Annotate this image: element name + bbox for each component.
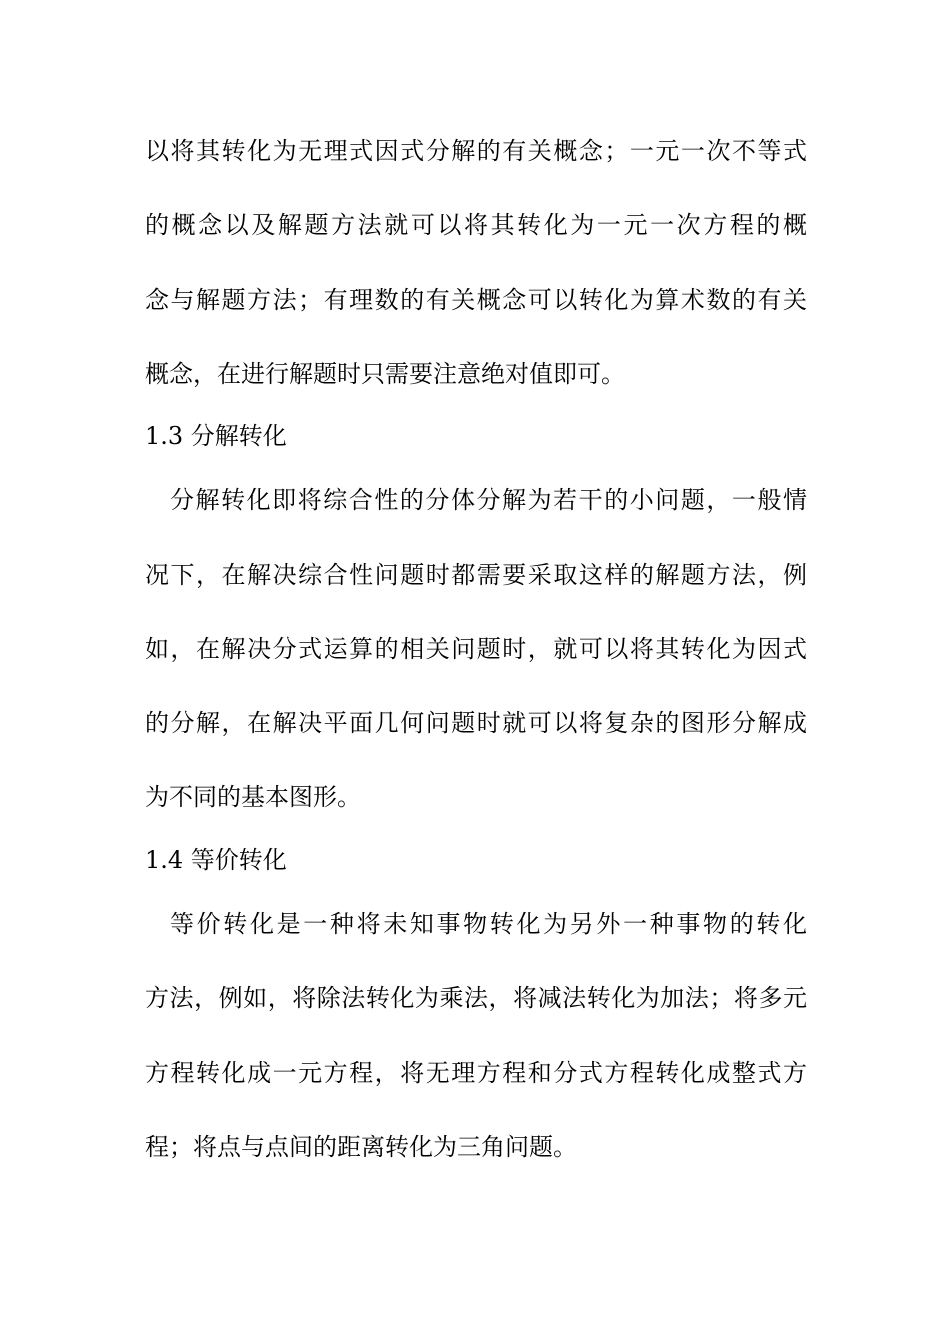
text-line: 的概念以及解题方法就可以将其转化为一元一次方程的概: [145, 211, 807, 239]
text-line: 况下，在解决综合性问题时都需要采取这样的解题方法，例: [145, 561, 807, 589]
text-line: 为不同的基本图形。: [145, 783, 361, 811]
text-line: 概念，在进行解题时只需要注意绝对值即可。: [145, 360, 625, 388]
text-line: 等价转化是一种将未知事物转化为另外一种事物的转化: [170, 910, 807, 938]
section-heading-1-4: 1.4 等价转化: [145, 846, 287, 874]
text-line: 以将其转化为无理式因式分解的有关概念；一元一次不等式: [145, 137, 807, 165]
text-line: 的分解，在解决平面几何问题时就可以将复杂的图形分解成: [145, 709, 807, 737]
text-line: 方法，例如，将除法转化为乘法，将减法转化为加法；将多元: [145, 984, 807, 1012]
text-line: 程；将点与点间的距离转化为三角问题。: [145, 1133, 577, 1161]
text-line: 如，在解决分式运算的相关问题时，就可以将其转化为因式: [145, 635, 807, 663]
text-line: 念与解题方法；有理数的有关概念可以转化为算术数的有关: [145, 286, 807, 314]
section-heading-1-3: 1.3 分解转化: [145, 422, 287, 450]
text-line: 方程转化成一元方程，将无理方程和分式方程转化成整式方: [145, 1059, 807, 1087]
text-line: 分解转化即将综合性的分体分解为若干的小问题，一般情: [170, 486, 807, 514]
